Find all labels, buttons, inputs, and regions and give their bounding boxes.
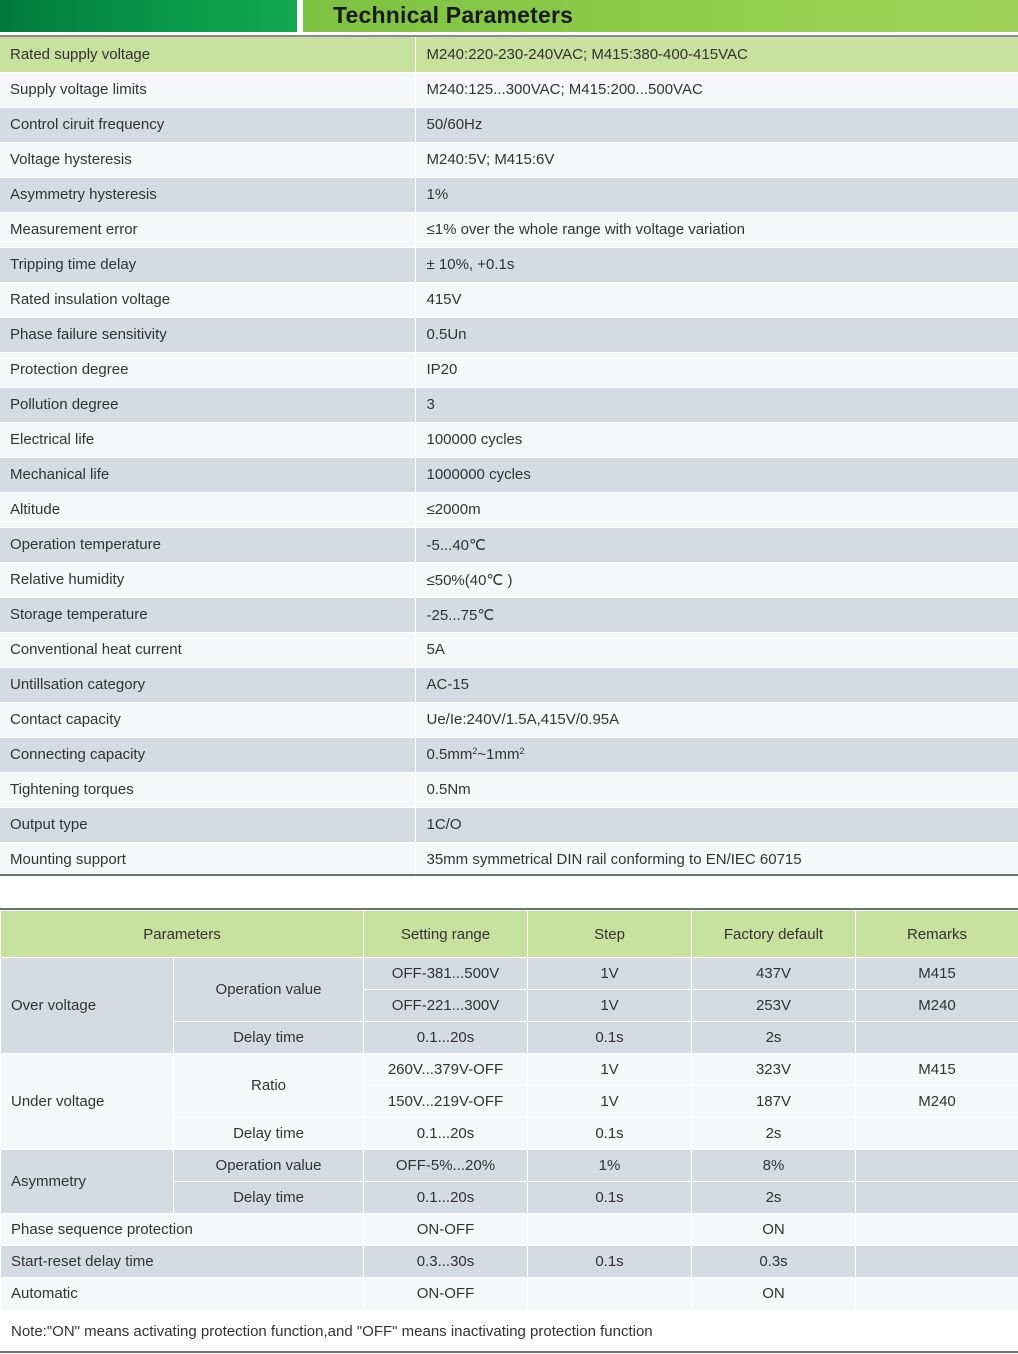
spec-row bbox=[0, 562, 1018, 597]
spec-row bbox=[0, 597, 1018, 632]
spec-row bbox=[0, 387, 1018, 422]
cell: 253V bbox=[692, 990, 856, 1022]
header-remarks: Remarks bbox=[856, 911, 1018, 958]
spec-value: 0.5Nm bbox=[415, 772, 1018, 807]
asymmetry-delay-label: Delay time bbox=[174, 1182, 364, 1214]
cell bbox=[856, 1118, 1018, 1150]
cell: 2s bbox=[692, 1118, 856, 1150]
params-table-bottom-rule bbox=[0, 1351, 1018, 1353]
spec-row bbox=[0, 842, 1018, 877]
spec-value: 1000000 cycles bbox=[415, 457, 1018, 492]
spec-row bbox=[0, 212, 1018, 247]
params-header-row bbox=[1, 911, 1018, 958]
spec-row bbox=[0, 282, 1018, 317]
cell: 2s bbox=[692, 1182, 856, 1214]
cell bbox=[528, 1214, 692, 1246]
cell: 1V bbox=[528, 958, 692, 990]
table-row bbox=[1, 1054, 1018, 1086]
table-row bbox=[1, 1150, 1018, 1182]
cell: ON bbox=[692, 1278, 856, 1310]
cell: 1V bbox=[528, 1086, 692, 1118]
spec-value: Ue/Ie:240V/1.5A,415V/0.95A bbox=[415, 702, 1018, 737]
spec-row bbox=[0, 317, 1018, 352]
spec-table bbox=[0, 37, 1018, 878]
cell bbox=[856, 1214, 1018, 1246]
spec-value: M240:5V; M415:6V bbox=[415, 142, 1018, 177]
automatic-label: Automatic bbox=[1, 1278, 364, 1310]
cell: OFF-5%...20% bbox=[364, 1150, 528, 1182]
header-step: Step bbox=[528, 911, 692, 958]
spec-value: 5A bbox=[415, 632, 1018, 667]
spec-value-part: 0.5mm bbox=[426, 746, 473, 763]
spec-label: Rated insulation voltage bbox=[0, 282, 415, 317]
spec-row bbox=[0, 422, 1018, 457]
spec-label: Mounting support bbox=[0, 842, 415, 877]
spec-label: Operation temperature bbox=[0, 527, 415, 562]
cell: 8% bbox=[692, 1150, 856, 1182]
spec-value: 1C/O bbox=[415, 807, 1018, 842]
start-reset-label: Start-reset delay time bbox=[1, 1246, 364, 1278]
spec-label: Storage temperature bbox=[0, 597, 415, 632]
cell bbox=[856, 1150, 1018, 1182]
cell: 0.1...20s bbox=[364, 1118, 528, 1150]
spec-row bbox=[0, 807, 1018, 842]
spec-value: 0.5Un bbox=[415, 317, 1018, 352]
spec-row bbox=[0, 632, 1018, 667]
cell: 0.1s bbox=[528, 1182, 692, 1214]
under-voltage-label: Under voltage bbox=[1, 1054, 174, 1150]
spec-value: M240:125...300VAC; M415:200...500VAC bbox=[415, 72, 1018, 107]
spec-row bbox=[0, 492, 1018, 527]
header-parameters: Parameters bbox=[1, 911, 364, 958]
cell: OFF-381...500V bbox=[364, 958, 528, 990]
spec-label: Connecting capacity bbox=[0, 737, 415, 772]
cell: 187V bbox=[692, 1086, 856, 1118]
spec-value: 415V bbox=[415, 282, 1018, 317]
spec-label: Phase failure sensitivity bbox=[0, 317, 415, 352]
cell: M240 bbox=[856, 990, 1018, 1022]
spec-label: Mechanical life bbox=[0, 457, 415, 492]
note-text: Note:"ON" means activating protection function,and "OFF" means inactivating protection function bbox=[1, 1310, 1018, 1354]
cell: M415 bbox=[856, 1054, 1018, 1086]
spec-value: 3 bbox=[415, 387, 1018, 422]
table-row bbox=[1, 1214, 1018, 1246]
table-row bbox=[1, 1278, 1018, 1310]
header-title-bar bbox=[303, 0, 1018, 32]
cell: 437V bbox=[692, 958, 856, 990]
cell bbox=[856, 1246, 1018, 1278]
spec-label: Tightening torques bbox=[0, 772, 415, 807]
spec-row bbox=[0, 247, 1018, 282]
spec-value: ≤50%(40℃ ) bbox=[415, 562, 1018, 597]
spec-row bbox=[0, 772, 1018, 807]
cell: OFF-221...300V bbox=[364, 990, 528, 1022]
spec-row bbox=[0, 142, 1018, 177]
spec-value: ≤2000m bbox=[415, 492, 1018, 527]
spec-row bbox=[0, 457, 1018, 492]
spec-label: Tripping time delay bbox=[0, 247, 415, 282]
over-voltage-delay-label: Delay time bbox=[174, 1022, 364, 1054]
cell: 0.1s bbox=[528, 1022, 692, 1054]
section-header bbox=[0, 0, 1018, 32]
spec-row bbox=[0, 667, 1018, 702]
phase-sequence-label: Phase sequence protection bbox=[1, 1214, 364, 1246]
cell: 1% bbox=[528, 1150, 692, 1182]
spec-value: 100000 cycles bbox=[415, 422, 1018, 457]
cell: 0.3s bbox=[692, 1246, 856, 1278]
cell: 150V...219V-OFF bbox=[364, 1086, 528, 1118]
spec-value-part: ~1mm bbox=[477, 746, 520, 763]
cell: ON-OFF bbox=[364, 1214, 528, 1246]
cell bbox=[856, 1022, 1018, 1054]
spec-label: Supply voltage limits bbox=[0, 72, 415, 107]
spec-table-bottom-rule bbox=[0, 874, 1018, 876]
cell: 2s bbox=[692, 1022, 856, 1054]
spec-row bbox=[0, 737, 1018, 772]
spec-label: Rated supply voltage bbox=[0, 37, 415, 72]
page-title: Technical Parameters bbox=[333, 2, 574, 28]
cell: 1V bbox=[528, 1054, 692, 1086]
spec-label: Voltage hysteresis bbox=[0, 142, 415, 177]
spec-label: Control ciruit frequency bbox=[0, 107, 415, 142]
spec-value: IP20 bbox=[415, 352, 1018, 387]
cell bbox=[856, 1182, 1018, 1214]
spec-label: Contact capacity bbox=[0, 702, 415, 737]
under-voltage-ratio-label: Ratio bbox=[174, 1054, 364, 1118]
spec-label: Protection degree bbox=[0, 352, 415, 387]
spec-value: AC-15 bbox=[415, 667, 1018, 702]
spec-label: Pollution degree bbox=[0, 387, 415, 422]
cell bbox=[856, 1278, 1018, 1310]
spec-row bbox=[0, 72, 1018, 107]
spec-value: -5...40℃ bbox=[415, 527, 1018, 562]
cell: 0.1...20s bbox=[364, 1182, 528, 1214]
cell: 0.1s bbox=[528, 1246, 692, 1278]
spec-value: 50/60Hz bbox=[415, 107, 1018, 142]
over-voltage-label: Over voltage bbox=[1, 958, 174, 1054]
note-row bbox=[1, 1310, 1018, 1354]
spec-value bbox=[415, 737, 1018, 772]
cell bbox=[528, 1278, 692, 1310]
spec-value: 35mm symmetrical DIN rail conforming to EN/IEC 60715 bbox=[415, 842, 1018, 877]
spec-row bbox=[0, 527, 1018, 562]
cell: 323V bbox=[692, 1054, 856, 1086]
asymmetry-label: Asymmetry bbox=[1, 1150, 174, 1214]
spec-value: M240:220-230-240VAC; M415:380-400-415VAC bbox=[415, 37, 1018, 72]
table-row bbox=[1, 958, 1018, 990]
cell: 260V...379V-OFF bbox=[364, 1054, 528, 1086]
spec-label: Measurement error bbox=[0, 212, 415, 247]
spec-label: Output type bbox=[0, 807, 415, 842]
spec-label: Relative humidity bbox=[0, 562, 415, 597]
header-setting-range: Setting range bbox=[364, 911, 528, 958]
spec-label: Conventional heat current bbox=[0, 632, 415, 667]
spec-value: -25...75℃ bbox=[415, 597, 1018, 632]
cell: 0.3...30s bbox=[364, 1246, 528, 1278]
superscript: 2 bbox=[472, 746, 478, 756]
spec-label: Asymmetry hysteresis bbox=[0, 177, 415, 212]
header-factory-default: Factory default bbox=[692, 911, 856, 958]
spec-row bbox=[0, 177, 1018, 212]
superscript: 2 bbox=[519, 746, 525, 756]
spec-value: ± 10%, +0.1s bbox=[415, 247, 1018, 282]
spec-row bbox=[0, 702, 1018, 737]
spec-value: 1% bbox=[415, 177, 1018, 212]
spec-label: Electrical life bbox=[0, 422, 415, 457]
spec-row bbox=[0, 352, 1018, 387]
asymmetry-op-label: Operation value bbox=[174, 1150, 364, 1182]
spec-label: Altitude bbox=[0, 492, 415, 527]
cell: ON bbox=[692, 1214, 856, 1246]
cell: 0.1...20s bbox=[364, 1022, 528, 1054]
cell: 1V bbox=[528, 990, 692, 1022]
cell: 0.1s bbox=[528, 1118, 692, 1150]
spec-row bbox=[0, 37, 1018, 72]
cell: M240 bbox=[856, 1086, 1018, 1118]
spec-row bbox=[0, 107, 1018, 142]
cell: ON-OFF bbox=[364, 1278, 528, 1310]
cell: M415 bbox=[856, 958, 1018, 990]
params-table bbox=[0, 910, 1018, 1354]
over-voltage-op-label: Operation value bbox=[174, 958, 364, 1022]
header-accent-bar bbox=[0, 0, 297, 32]
under-voltage-delay-label: Delay time bbox=[174, 1118, 364, 1150]
spec-value: ≤1% over the whole range with voltage variation bbox=[415, 212, 1018, 247]
spec-label: Untillsation category bbox=[0, 667, 415, 702]
table-row bbox=[1, 1246, 1018, 1278]
